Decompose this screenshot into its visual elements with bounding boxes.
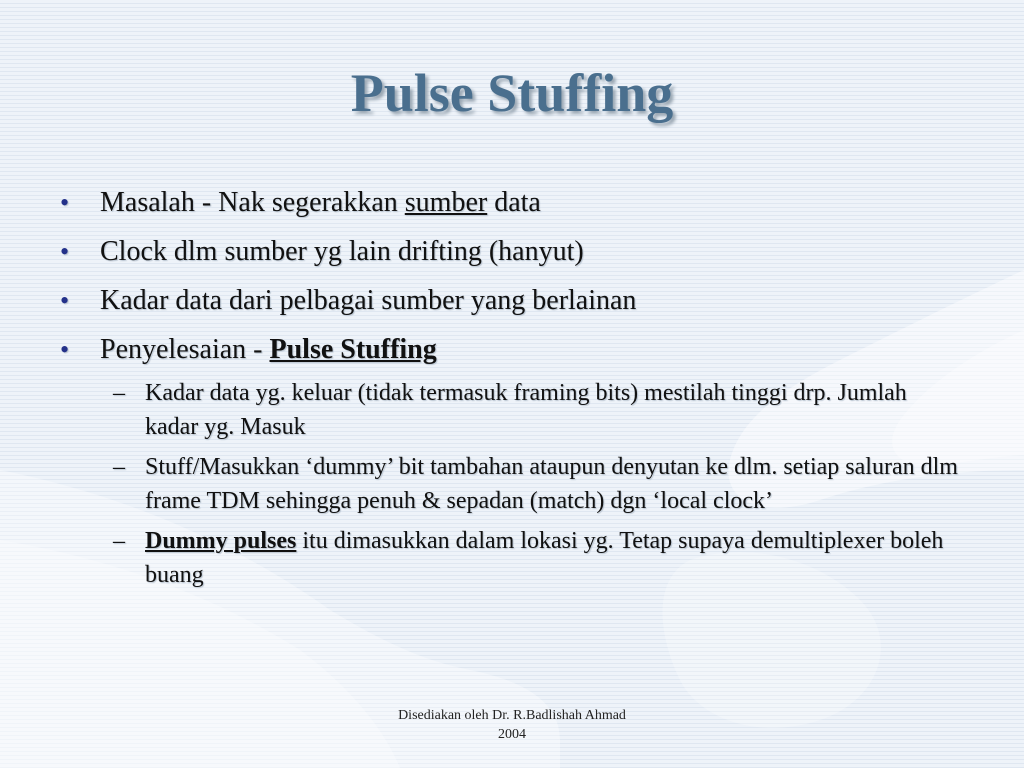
subbullet-text: Stuff/Masukkan ‘dummy’ bit tambahan ataupun denyutan ke dlm. setiap saluran dlm frame TDM sehingga penuh & sepadan (match) dgn ‘local clock’ <box>145 454 958 514</box>
bullet-emphasis-pulse-stuffing: Pulse Stuffing <box>269 334 437 365</box>
slide-title: Pulse Stuffing <box>350 63 674 123</box>
subbullet-item-output-rate <box>60 376 960 444</box>
bullet-marker: • <box>60 188 70 217</box>
bullet-text-suffix: data <box>487 187 541 218</box>
subbullet-marker: – <box>113 454 125 480</box>
bullet-item-data-rate <box>60 284 960 318</box>
subbullet-text-suffix: itu dimasukkan dalam lokasi yg. Tetap supaya demultiplexer boleh buang <box>145 528 944 588</box>
subbullet-text: Kadar data yg. keluar (tidak termasuk framing bits) mestilah tinggi drp. Jumlah kadar yg. Masuk <box>145 380 907 440</box>
subbullet-item-dummy-pulses <box>60 524 960 592</box>
subbullet-item-stuff-dummy <box>60 450 960 518</box>
bullet-marker: • <box>60 237 70 266</box>
footer-year: 2004 <box>498 727 526 742</box>
slide-body <box>60 186 960 598</box>
bullet-item-problem <box>60 186 960 220</box>
subbullet-emphasis-dummy-pulses: Dummy pulses <box>145 528 297 554</box>
bullet-text: Masalah - Nak segerakkan <box>100 187 405 218</box>
bullet-item-clock <box>60 235 960 269</box>
bullet-text: Penyelesaian - <box>100 334 270 365</box>
subbullet-marker: – <box>113 528 125 554</box>
bullet-text: Clock dlm sumber yg lain drifting (hanyut) <box>100 236 584 267</box>
subbullet-marker: – <box>113 380 125 406</box>
bullet-marker: • <box>60 286 70 315</box>
bullet-item-solution <box>60 333 960 367</box>
footer-author: Disediakan oleh Dr. R.Badlishah Ahmad <box>398 708 626 723</box>
bullet-text: Kadar data dari pelbagai sumber yang berlainan <box>100 285 637 316</box>
slide-footer <box>372 706 652 744</box>
bullet-emphasis-sumber: sumber <box>404 187 488 218</box>
bullet-marker: • <box>60 335 70 364</box>
